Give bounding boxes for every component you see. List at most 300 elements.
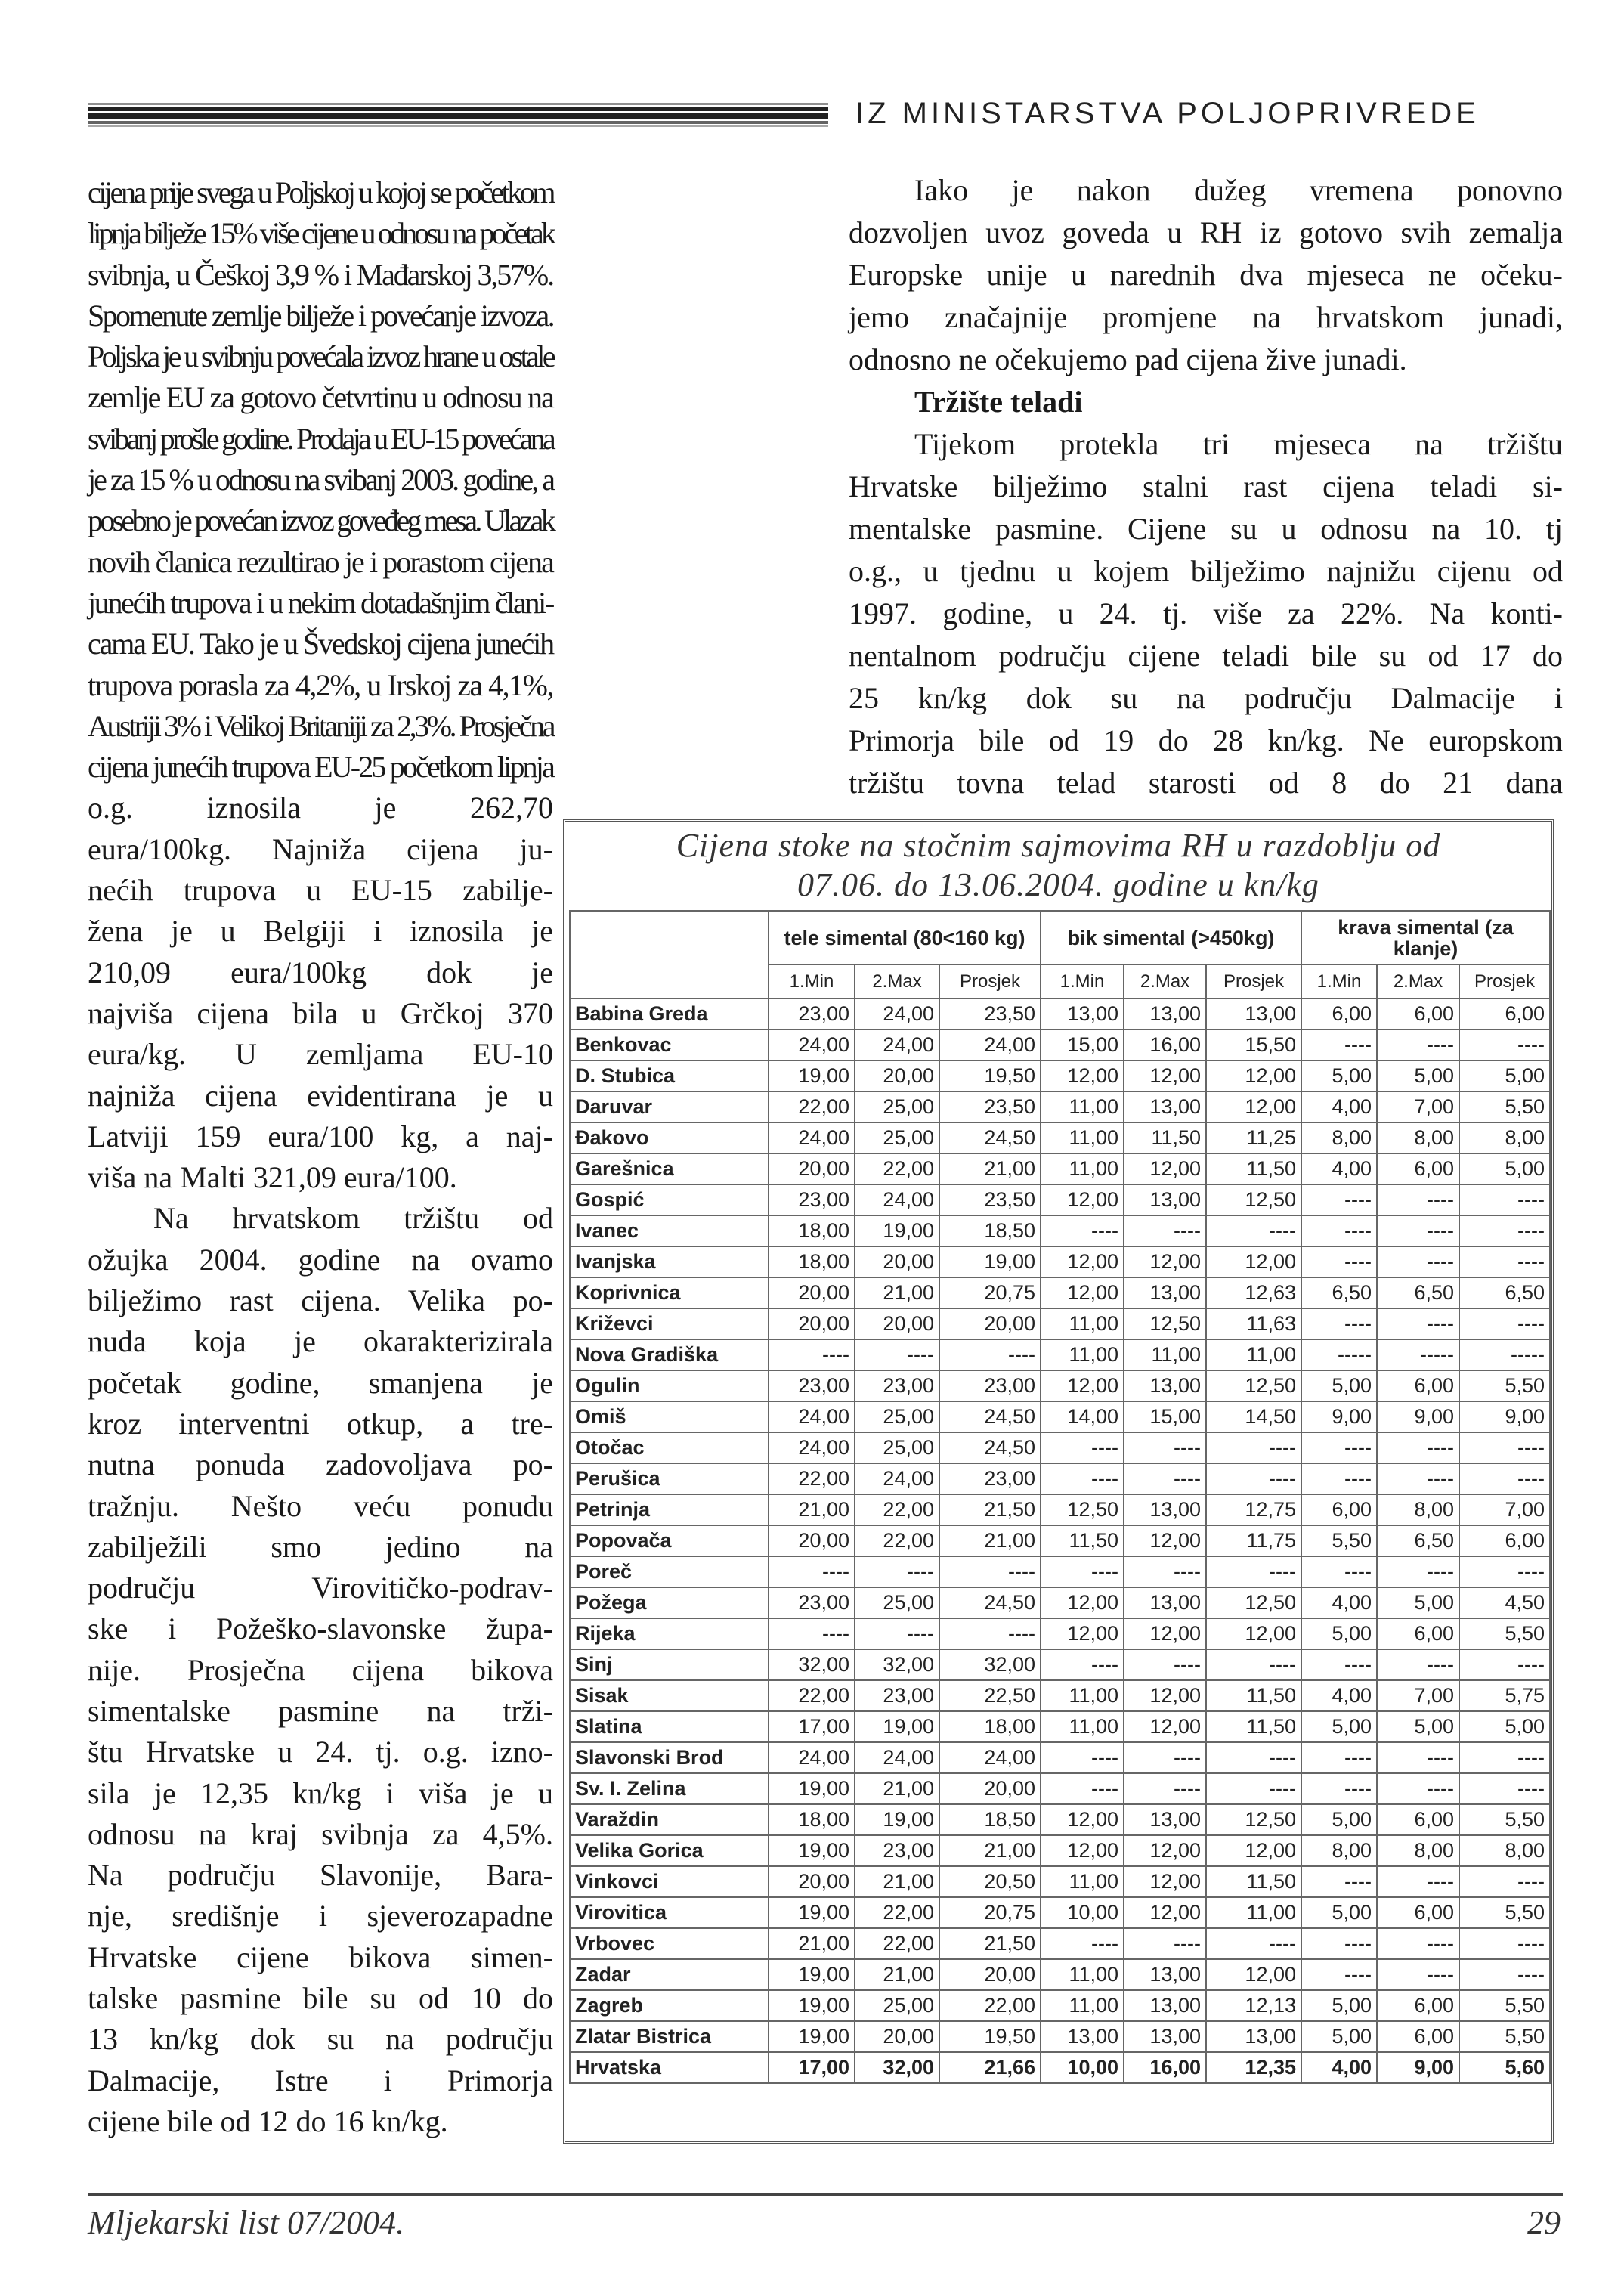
table-row: [570, 1370, 1550, 1401]
price-cell: 17,00: [769, 2052, 855, 2083]
text-line-content: odnosno ne očekujemo pad cijena žive junadi.: [849, 342, 1407, 376]
price-cell: 12,00: [1206, 1246, 1301, 1277]
price-cell: 23,50: [939, 1184, 1041, 1215]
text-line-content: Iako je nakon dužeg vremena ponovno: [914, 173, 1563, 207]
price-cell: 20,00: [855, 1308, 939, 1339]
price-cell: ----: [1377, 1556, 1459, 1587]
text-line-content: o.g. iznosila je 262,70: [88, 791, 553, 825]
text-line-content: Austriji 3% i Velikoj Britaniji za 2,3%. Prosječna: [88, 708, 554, 743]
table-row: [570, 1029, 1550, 1060]
price-cell: 9,00: [1301, 1401, 1377, 1432]
price-cell: ----: [1041, 1215, 1124, 1246]
text-line: [88, 172, 553, 213]
price-cell: 11,50: [1124, 1122, 1206, 1153]
text-line-content: Na hrvatskom tržištu od: [153, 1201, 553, 1236]
price-cell: 21,00: [855, 1959, 939, 1990]
market-name: Vinkovci: [570, 1866, 769, 1897]
price-cell: 6,50: [1377, 1525, 1459, 1556]
price-cell: ----: [1124, 1649, 1206, 1680]
price-cell: ----: [1041, 1556, 1124, 1587]
table-row: [570, 1866, 1550, 1897]
market-name: Sv. I. Zelina: [570, 1773, 769, 1804]
price-cell: 12,00: [1041, 1587, 1124, 1618]
market-name: Poreč: [570, 1556, 769, 1587]
price-cell: 12,00: [1124, 1680, 1206, 1711]
price-table-box: [563, 819, 1554, 2144]
price-cell: 5,50: [1459, 1990, 1550, 2021]
price-cell: 20,00: [769, 1308, 855, 1339]
price-cell: 25,00: [855, 1432, 939, 1463]
column-header: Prosjek: [939, 964, 1041, 998]
text-line: [849, 212, 1563, 254]
text-line: [88, 1280, 553, 1321]
text-line-content: posebno je povećan izvoz goveđeg mesa. Ulazak: [88, 503, 553, 538]
price-cell: 12,00: [1041, 1618, 1124, 1649]
price-cell: ----: [1041, 1649, 1124, 1680]
text-line: [88, 1034, 553, 1075]
price-cell: ----: [1124, 1773, 1206, 1804]
table-row: [570, 1649, 1550, 1680]
price-cell: 5,00: [1377, 1711, 1459, 1742]
price-cell: 5,00: [1301, 2021, 1377, 2052]
price-cell: ----: [769, 1556, 855, 1587]
price-cell: 11,50: [1041, 1525, 1124, 1556]
price-cell: 5,00: [1301, 1060, 1377, 1091]
section-heading: [849, 381, 1563, 423]
table-row: [570, 1587, 1550, 1618]
price-cell: ----: [1301, 1029, 1377, 1060]
text-line-content: viša na Malti 321,09 eura/100.: [88, 1160, 457, 1195]
text-line-content: odnosu na kraj svibnja za 4,5%.: [88, 1816, 553, 1851]
price-cell: 24,00: [855, 1742, 939, 1773]
price-cell: -----: [1301, 1339, 1377, 1370]
price-cell: 24,50: [939, 1587, 1041, 1618]
price-cell: ----: [1377, 1773, 1459, 1804]
price-cell: 20,00: [855, 1060, 939, 1091]
text-line: [88, 419, 553, 460]
price-cell: ----: [1377, 1184, 1459, 1215]
total-row: [570, 2052, 1550, 2083]
price-cell: 19,00: [855, 1215, 939, 1246]
price-cell: 12,50: [1041, 1494, 1124, 1525]
text-line: [849, 296, 1563, 339]
price-cell: 12,00: [1041, 1370, 1124, 1401]
column-header: 1.Min: [1041, 964, 1124, 998]
price-cell: 13,00: [1124, 998, 1206, 1029]
price-cell: 20,50: [939, 1866, 1041, 1897]
price-cell: 20,00: [855, 1246, 939, 1277]
market-name: Hrvatska: [570, 2052, 769, 2083]
price-cell: 15,00: [1041, 1029, 1124, 1060]
market-name: Gospić: [570, 1184, 769, 1215]
price-cell: -----: [1377, 1339, 1459, 1370]
corner-cell: [570, 911, 769, 998]
text-line-content: trupova porasla za 4,2%, u Irskoj za 4,1%,: [88, 667, 553, 702]
price-cell: 8,00: [1459, 1835, 1550, 1866]
price-cell: 10,00: [1041, 2052, 1124, 2083]
page-number: 29: [1527, 2204, 1561, 2241]
text-line: [88, 1076, 553, 1116]
price-cell: 22,00: [939, 1990, 1041, 2021]
table-row: [570, 1835, 1550, 1866]
text-line: [88, 1773, 553, 1814]
price-cell: ----: [1206, 1742, 1301, 1773]
text-line-content: Na području Slavonije, Bara-: [88, 1858, 553, 1893]
price-cell: 25,00: [855, 1122, 939, 1153]
price-cell: 22,00: [769, 1463, 855, 1494]
price-cell: 12,00: [1041, 1246, 1124, 1277]
price-cell: ----: [1301, 1959, 1377, 1990]
table-row: [570, 1246, 1550, 1277]
price-cell: 21,00: [855, 1866, 939, 1897]
text-line-content: simentalske pasmine na trži-: [88, 1693, 553, 1728]
price-cell: 13,00: [1124, 1959, 1206, 1990]
price-cell: 24,50: [939, 1401, 1041, 1432]
text-line: [88, 1855, 553, 1896]
price-cell: 4,00: [1301, 1153, 1377, 1184]
text-line-content: Poljska je u svibnju povećala izvoz hrane u ostale: [88, 339, 553, 374]
price-cell: 11,00: [1124, 1339, 1206, 1370]
price-cell: 24,50: [939, 1432, 1041, 1463]
price-cell: ----: [1041, 1742, 1124, 1773]
price-cell: ----: [855, 1339, 939, 1370]
price-cell: 12,00: [1206, 1060, 1301, 1091]
price-cell: 12,00: [1124, 1897, 1206, 1928]
price-cell: 23,00: [855, 1680, 939, 1711]
price-cell: 8,00: [1459, 1122, 1550, 1153]
price-cell: 12,00: [1041, 1835, 1124, 1866]
price-cell: 12,00: [1124, 1246, 1206, 1277]
market-name: Požega: [570, 1587, 769, 1618]
text-line-content: nje, središnje i sjeverozapadne: [88, 1899, 553, 1933]
market-name: Koprivnica: [570, 1277, 769, 1308]
market-name: Ivanec: [570, 1215, 769, 1246]
price-cell: 15,00: [1124, 1401, 1206, 1432]
market-name: Perušica: [570, 1463, 769, 1494]
table-row: [570, 1215, 1550, 1246]
text-line-content: početak godine, smanjena je: [88, 1365, 553, 1400]
price-cell: 20,00: [939, 1959, 1041, 1990]
text-line-content: Hrvatske cijene bikova simen-: [88, 1940, 553, 1974]
price-cell: 4,00: [1301, 1091, 1377, 1122]
price-cell: ----: [1459, 1742, 1550, 1773]
price-cell: 6,00: [1377, 1897, 1459, 1928]
price-cell: 19,00: [769, 2021, 855, 2052]
market-name: Nova Gradiška: [570, 1339, 769, 1370]
price-cell: 6,50: [1377, 1277, 1459, 1308]
price-cell: 16,00: [1124, 2052, 1206, 2083]
text-line: [88, 1527, 553, 1568]
price-cell: 8,00: [1377, 1494, 1459, 1525]
footer-rule: [88, 2193, 1563, 2196]
price-cell: ----: [1124, 1742, 1206, 1773]
price-cell: 24,00: [769, 1742, 855, 1773]
price-cell: 12,00: [1041, 1060, 1124, 1091]
price-cell: 11,50: [1206, 1153, 1301, 1184]
column-header: 1.Min: [1301, 964, 1377, 998]
price-cell: 5,60: [1459, 2052, 1550, 2083]
price-cell: 23,00: [769, 1184, 855, 1215]
text-line: [88, 336, 553, 377]
price-cell: 23,00: [855, 1835, 939, 1866]
table-row: [570, 1897, 1550, 1928]
price-cell: ----: [769, 1618, 855, 1649]
price-cell: 6,00: [1377, 1990, 1459, 2021]
price-cell: 12,00: [1124, 1711, 1206, 1742]
price-cell: 20,00: [769, 1866, 855, 1897]
price-cell: 6,00: [1377, 998, 1459, 1029]
text-line: [88, 460, 553, 500]
text-line: [88, 1608, 553, 1649]
price-cell: 20,00: [769, 1525, 855, 1556]
table-row: [570, 1432, 1550, 1463]
price-cell: ----: [1377, 1463, 1459, 1494]
price-cell: 22,00: [855, 1928, 939, 1959]
text-line-content: Dalmacije, Istre i Primorja: [88, 2063, 553, 2097]
price-cell: 12,00: [1206, 1835, 1301, 1866]
market-name: Varaždin: [570, 1804, 769, 1835]
price-cell: ----: [1377, 1215, 1459, 1246]
price-cell: 21,00: [939, 1835, 1041, 1866]
price-cell: 6,00: [1377, 1370, 1459, 1401]
price-cell: 19,50: [939, 1060, 1041, 1091]
price-cell: ----: [1301, 1773, 1377, 1804]
market-name: Otočac: [570, 1432, 769, 1463]
table-row: [570, 1463, 1550, 1494]
price-cell: 6,00: [1301, 998, 1377, 1029]
price-cell: ----: [1459, 1029, 1550, 1060]
market-name: Virovitica: [570, 1897, 769, 1928]
price-cell: 5,50: [1459, 1370, 1550, 1401]
price-cell: 4,00: [1301, 2052, 1377, 2083]
table-row: [570, 1339, 1550, 1370]
price-cell: 12,00: [1041, 1804, 1124, 1835]
price-cell: 12,35: [1206, 2052, 1301, 2083]
text-line: [88, 747, 553, 788]
price-cell: 19,00: [769, 1897, 855, 1928]
price-cell: 19,00: [769, 1060, 855, 1091]
price-cell: ----: [939, 1556, 1041, 1587]
text-line-content: 13 kn/kg dok su na području: [88, 2022, 553, 2057]
price-cell: 20,00: [855, 2021, 939, 2052]
price-cell: 13,00: [1206, 998, 1301, 1029]
price-cell: 21,00: [769, 1494, 855, 1525]
text-line-content: Latviji 159 eura/100 kg, a naj-: [88, 1119, 553, 1153]
price-cell: 25,00: [855, 1401, 939, 1432]
price-cell: 5,00: [1301, 1990, 1377, 2021]
price-cell: 23,00: [855, 1370, 939, 1401]
price-cell: ----: [1124, 1928, 1206, 1959]
table-row: [570, 2021, 1550, 2052]
text-line-content: Hrvatske bilježimo stalni rast cijena teladi si-: [849, 469, 1563, 503]
text-line-content: je za 15 % u odnosu na svibanj 2003. godine, a: [88, 463, 553, 497]
text-line: [88, 624, 553, 664]
text-line-content: nutna ponuda zadovoljava po-: [88, 1447, 553, 1482]
market-name: Petrinja: [570, 1494, 769, 1525]
price-cell: 24,00: [855, 1463, 939, 1494]
text-line-content: štu Hrvatske u 24. tj. o.g. izno-: [88, 1735, 553, 1769]
text-line-content: cijena prije svega u Poljskoj u kojoj se početkom: [88, 175, 554, 209]
text-line: [88, 993, 553, 1034]
price-cell: 17,00: [769, 1711, 855, 1742]
price-cell: 5,00: [1301, 1618, 1377, 1649]
text-line: [88, 542, 553, 583]
text-line: [88, 1691, 553, 1732]
price-cell: 5,00: [1459, 1060, 1550, 1091]
price-cell: 6,00: [1377, 1804, 1459, 1835]
price-cell: ----: [1459, 1432, 1550, 1463]
text-line: [88, 500, 553, 541]
price-cell: 12,00: [1124, 1618, 1206, 1649]
market-name: Ogulin: [570, 1370, 769, 1401]
text-line: [88, 1157, 553, 1198]
price-cell: ----: [1124, 1463, 1206, 1494]
text-line: [88, 296, 553, 336]
price-cell: 18,00: [769, 1246, 855, 1277]
market-name: Velika Gorica: [570, 1835, 769, 1866]
price-cell: 9,00: [1459, 1401, 1550, 1432]
price-cell: 12,00: [1124, 1866, 1206, 1897]
price-cell: ----: [1301, 1308, 1377, 1339]
price-cell: 5,75: [1459, 1680, 1550, 1711]
price-cell: 13,00: [1041, 998, 1124, 1029]
text-line-content: talske pasmine bile su od 10 do: [88, 1981, 553, 2016]
price-cell: 6,00: [1377, 2021, 1459, 2052]
column-header: Prosjek: [1206, 964, 1301, 998]
market-name: Rijeka: [570, 1618, 769, 1649]
text-line-content: jemo značajnije promjene na hrvatskom junadi,: [849, 300, 1563, 334]
text-line: [88, 2101, 553, 2142]
price-cell: 19,00: [855, 1804, 939, 1835]
price-cell: ----: [1459, 1308, 1550, 1339]
price-cell: 19,00: [939, 1246, 1041, 1277]
price-cell: 22,00: [855, 1897, 939, 1928]
price-cell: 32,00: [769, 1649, 855, 1680]
price-cell: ----: [1124, 1556, 1206, 1587]
price-cell: ----: [1459, 1866, 1550, 1897]
price-cell: 23,50: [939, 1091, 1041, 1122]
price-cell: 12,00: [1124, 1060, 1206, 1091]
table-row: [570, 1773, 1550, 1804]
table-row: [570, 1060, 1550, 1091]
text-line-content: mentalske pasmine. Cijene su u odnosu na 10. tj: [849, 512, 1563, 546]
table-row: [570, 1122, 1550, 1153]
text-line-content: junećih trupova i u nekim dotadašnjim člani-: [88, 585, 553, 620]
text-line-content: 25 kn/kg dok su na području Dalmacije i: [849, 681, 1563, 715]
text-line: [849, 508, 1563, 550]
price-cell: 23,00: [939, 1370, 1041, 1401]
price-cell: 23,00: [939, 1463, 1041, 1494]
price-cell: 5,50: [1459, 1897, 1550, 1928]
column-header: 1.Min: [769, 964, 855, 998]
text-line: [88, 1444, 553, 1485]
price-cell: 24,00: [769, 1122, 855, 1153]
text-line-content: cama EU. Tako je u Švedskoj cijena junećih: [88, 627, 553, 661]
price-cell: ----: [1041, 1773, 1124, 1804]
text-line: [88, 583, 553, 624]
price-cell: ----: [1459, 1928, 1550, 1959]
price-cell: 11,00: [1041, 1308, 1124, 1339]
price-cell: 11,00: [1041, 1711, 1124, 1742]
price-cell: 11,00: [1206, 1897, 1301, 1928]
price-cell: 22,00: [855, 1525, 939, 1556]
price-cell: 4,00: [1301, 1680, 1377, 1711]
price-cell: 32,00: [939, 1649, 1041, 1680]
price-cell: ----: [1301, 1184, 1377, 1215]
price-cell: 6,00: [1459, 998, 1550, 1029]
price-cell: ----: [1041, 1463, 1124, 1494]
market-name: Ivanjska: [570, 1246, 769, 1277]
price-cell: ----: [1041, 1432, 1124, 1463]
price-cell: ----: [1377, 1649, 1459, 1680]
price-cell: ----: [1459, 1959, 1550, 1990]
text-line-content: kroz interventni otkup, a tre-: [88, 1406, 553, 1441]
price-cell: 18,00: [769, 1215, 855, 1246]
price-cell: 22,00: [855, 1153, 939, 1184]
text-line: [849, 423, 1563, 466]
table-row: [570, 1959, 1550, 1990]
price-cell: 24,50: [939, 1122, 1041, 1153]
text-line-content: nije. Prosječna cijena bikova: [88, 1652, 553, 1687]
table-row: [570, 1091, 1550, 1122]
price-cell: 23,00: [769, 998, 855, 1029]
price-cell: 6,00: [1301, 1494, 1377, 1525]
text-line: [88, 1404, 553, 1444]
text-line-content: najviša cijena bila u Grčkoj 370: [88, 995, 553, 1030]
text-line: [88, 213, 553, 254]
table-row: [570, 1277, 1550, 1308]
text-line: [88, 706, 553, 747]
price-cell: 8,00: [1301, 1835, 1377, 1866]
price-cell: 13,00: [1124, 1587, 1206, 1618]
price-cell: 22,50: [939, 1680, 1041, 1711]
text-line-content: žena je u Belgiji i iznosila je: [88, 914, 553, 949]
price-cell: 23,00: [769, 1370, 855, 1401]
market-name: Zlatar Bistrica: [570, 2021, 769, 2052]
price-cell: ----: [1206, 1556, 1301, 1587]
price-cell: 13,00: [1206, 2021, 1301, 2052]
price-cell: ----: [1377, 1959, 1459, 1990]
text-line-content: novih članica rezultirao je i porastom cijena: [88, 544, 553, 579]
text-line-content: Tijekom protekla tri mjeseca na tržištu: [914, 427, 1563, 461]
section-title: IZ MINISTARSTVA POLJOPRIVREDE: [855, 97, 1480, 130]
price-cell: ----: [1377, 1866, 1459, 1897]
price-cell: 12,00: [1041, 1277, 1124, 1308]
text-line-content: Primorja bile od 19 do 28 kn/kg. Ne europskom: [849, 723, 1563, 757]
price-cell: 11,00: [1041, 1339, 1124, 1370]
market-name: Slatina: [570, 1711, 769, 1742]
text-line-content: zabilježili smo jedino na: [88, 1529, 553, 1564]
price-cell: 12,50: [1206, 1804, 1301, 1835]
price-cell: 20,00: [939, 1308, 1041, 1339]
price-cell: 22,00: [769, 1680, 855, 1711]
text-line: [88, 911, 553, 952]
price-cell: 12,50: [1206, 1587, 1301, 1618]
market-name: Popovača: [570, 1525, 769, 1556]
price-cell: 7,00: [1377, 1091, 1459, 1122]
text-line: [849, 677, 1563, 720]
price-cell: ----: [855, 1618, 939, 1649]
text-line: [88, 1486, 553, 1527]
text-line-content: Spomenute zemlje bilježe i povećanje izvoza.: [88, 298, 553, 333]
price-cell: 20,00: [769, 1153, 855, 1184]
price-cell: 22,00: [769, 1091, 855, 1122]
table-row: [570, 1618, 1550, 1649]
text-line-content: ožujka 2004. godine na ovamo: [88, 1242, 553, 1277]
text-line: [88, 2060, 553, 2101]
price-cell: 5,00: [1301, 1711, 1377, 1742]
group-header: bik simental (>450kg): [1041, 911, 1301, 964]
